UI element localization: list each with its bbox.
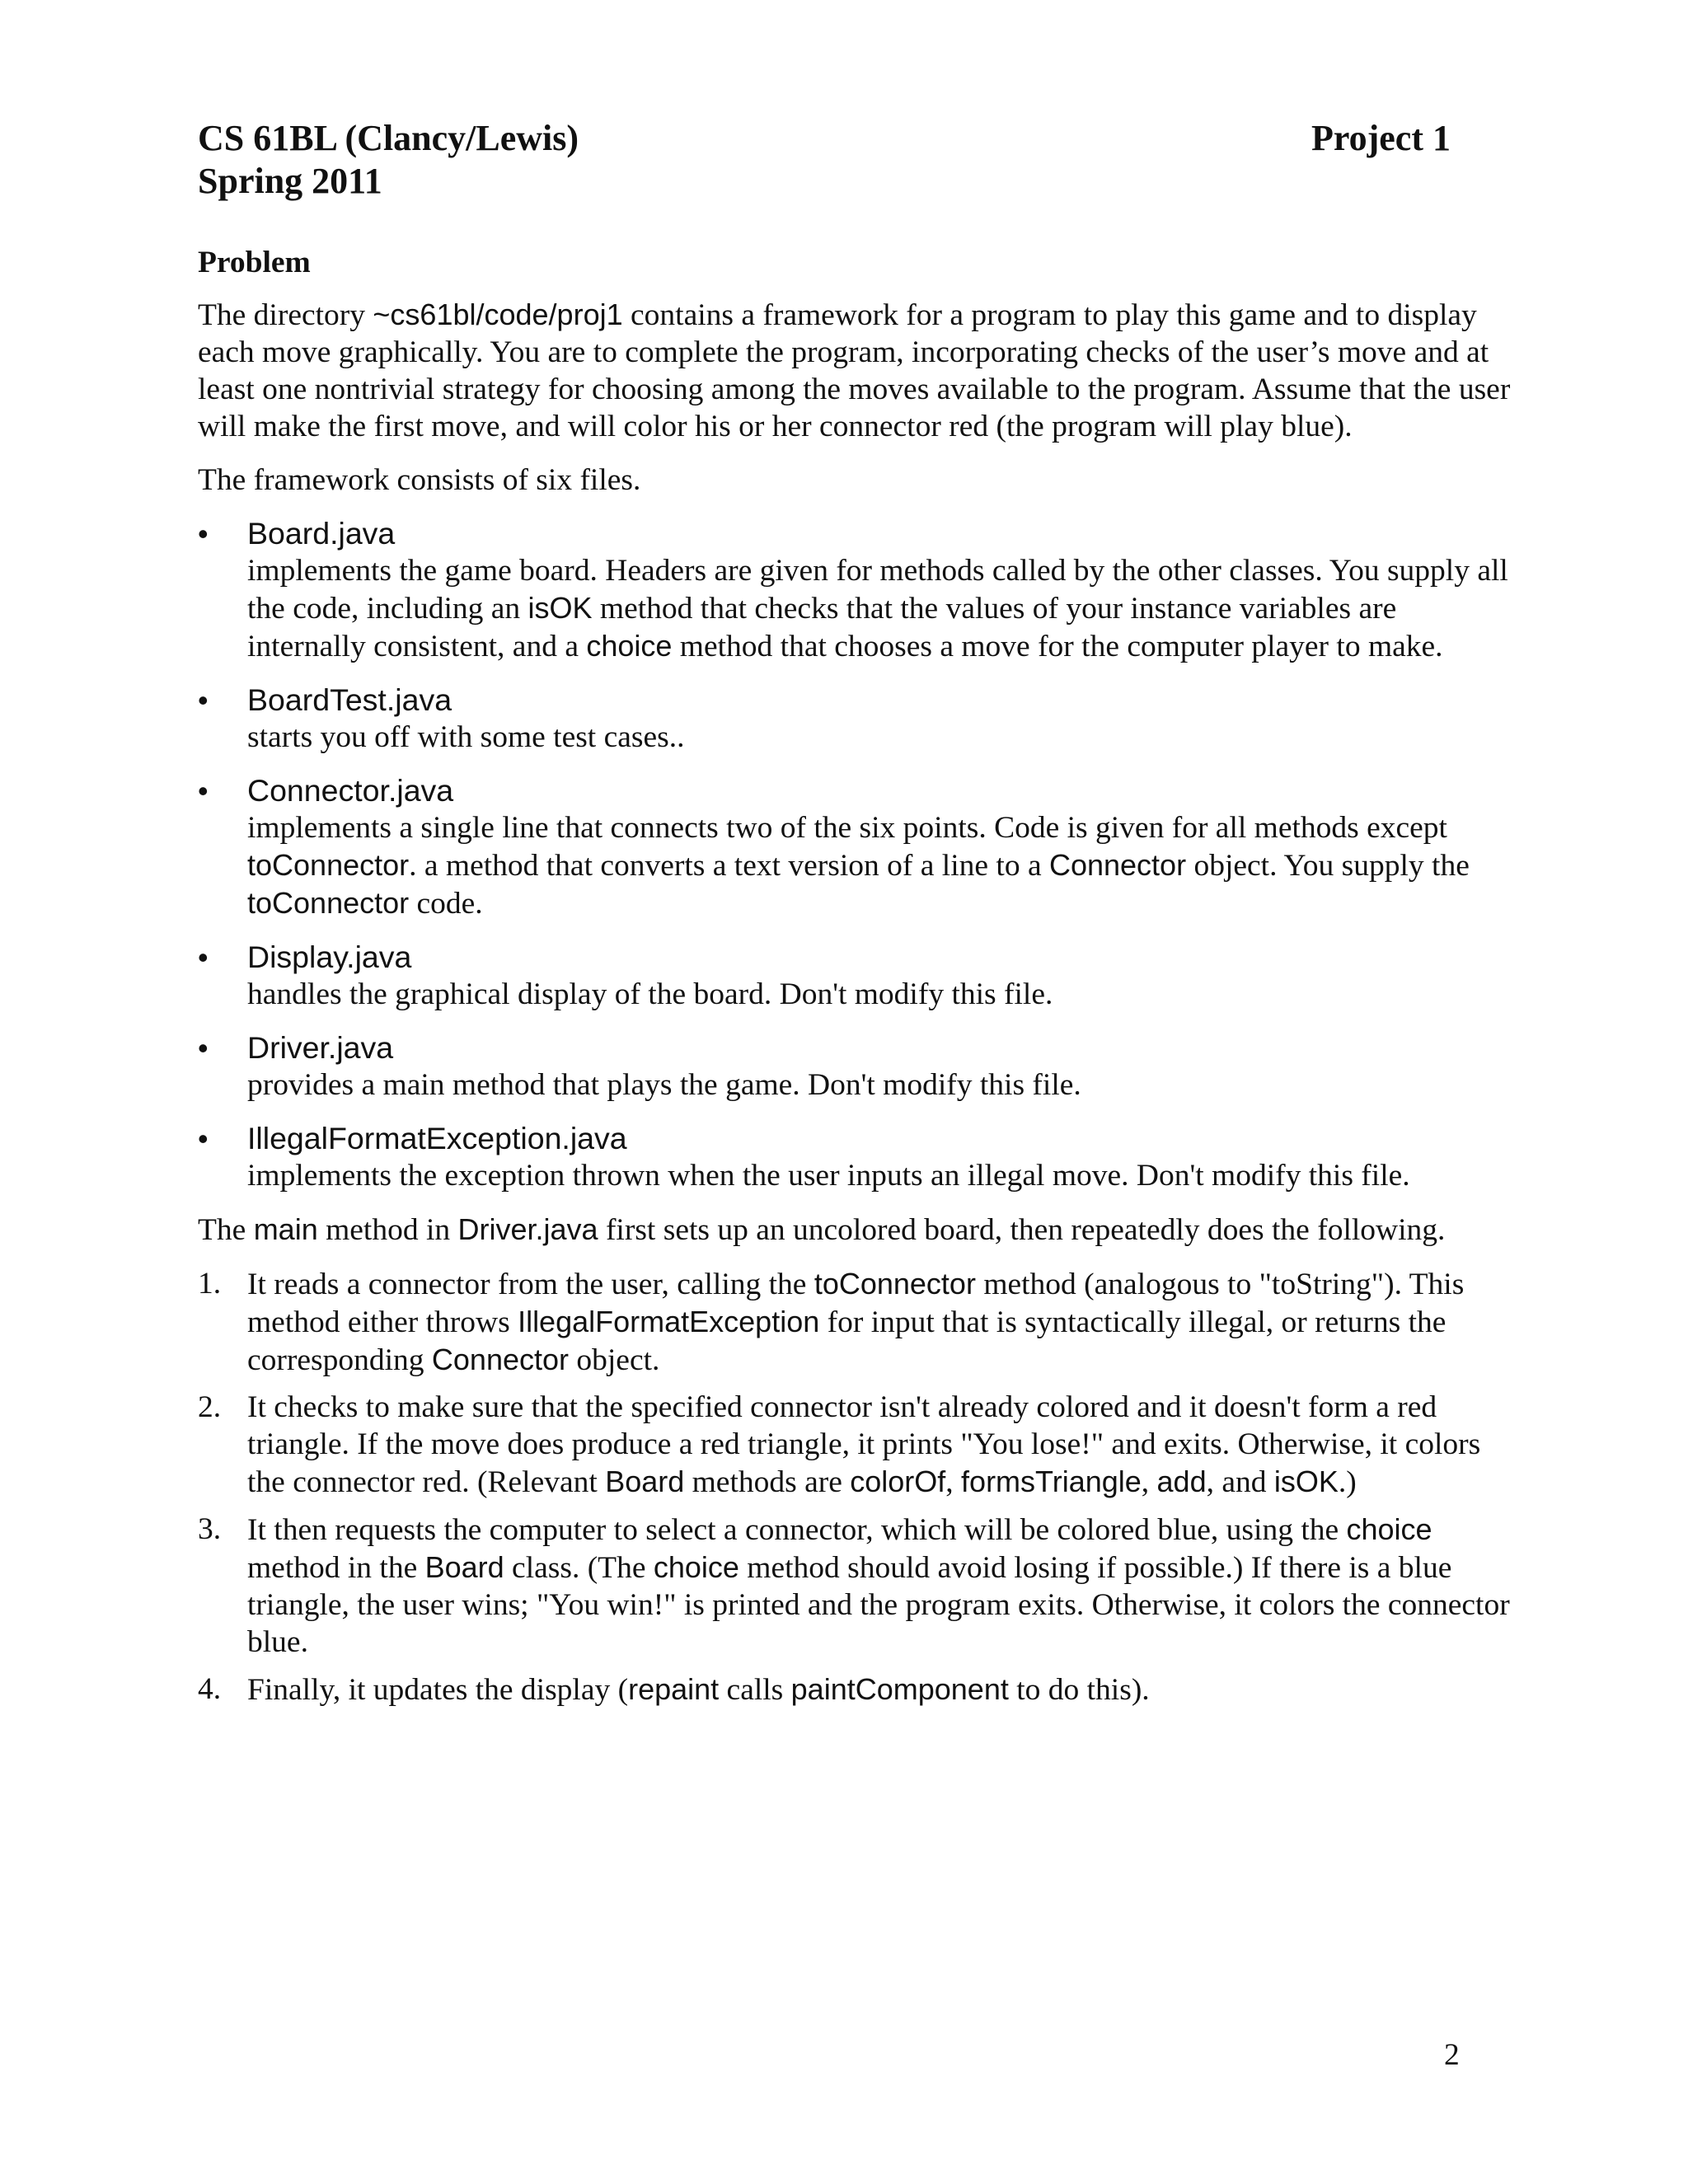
desc-text: . a method that converts a text version of a line to a <box>409 849 1049 883</box>
code-term: Board <box>424 1550 504 1584</box>
desc-text: object. You supply the <box>1186 849 1470 883</box>
code-term: Connector <box>1048 848 1187 882</box>
file-item-boardtest <box>198 682 1517 756</box>
code-term: main <box>253 1212 318 1246</box>
header-line-1 <box>198 117 1451 160</box>
code-term: Connector <box>431 1343 570 1376</box>
file-desc: handles the graphical display of the board. Don't modify this file. <box>247 977 1053 1011</box>
framework-intro: The framework consists of six files. <box>198 463 641 497</box>
code-term: toConnector <box>814 1267 976 1301</box>
code-term: colorOf <box>850 1465 946 1498</box>
code-term: IllegalFormatException <box>518 1305 820 1338</box>
bullet-icon: • <box>198 1122 209 1155</box>
code-term: paintComponent <box>790 1672 1009 1706</box>
step-text: , and <box>1206 1465 1274 1499</box>
bullet-icon: • <box>198 517 209 551</box>
code-term: isOK <box>1273 1465 1339 1498</box>
file-desc: implements the exception thrown when the user inputs an illegal move. Don't modify this file. <box>247 1159 1410 1193</box>
bullet-icon: • <box>198 774 209 808</box>
step-text: It then requests the computer to select a connector, which will be colored blue, using the <box>247 1513 1347 1547</box>
bullet-icon: • <box>198 940 209 974</box>
step-text: Finally, it updates the display ( <box>247 1673 629 1707</box>
project-title: Project 1 <box>1311 118 1451 158</box>
page-number: 2 <box>1444 2038 1460 2072</box>
main-text: The <box>198 1213 254 1247</box>
step-text: for input that is syntactically illegal, or returns the corresponding <box>247 1305 1447 1377</box>
step-number: 2. <box>198 1390 222 1424</box>
step-text: It reads a connector from the user, calling the <box>247 1268 814 1301</box>
step-text: method in the <box>247 1551 425 1585</box>
step-text: calls <box>719 1673 791 1707</box>
file-name: Connector.java <box>247 773 454 808</box>
file-item-board <box>198 515 1517 665</box>
file-desc <box>247 811 1470 921</box>
main-text: method in <box>317 1213 458 1247</box>
code-term: choice <box>1346 1512 1432 1546</box>
file-desc <box>247 554 1508 663</box>
header-line-2 <box>198 160 1451 203</box>
desc-text: code. <box>409 887 483 921</box>
file-desc: provides a main method that plays the game. Don't modify this file. <box>247 1068 1081 1102</box>
step-text: .) <box>1338 1465 1357 1499</box>
course-title: CS 61BL (Clancy/Lewis) <box>198 118 579 158</box>
directory-path: ~cs61bl/code/proj1 <box>373 298 623 331</box>
step-item-2 <box>198 1389 1517 1501</box>
bullet-icon: • <box>198 1031 209 1065</box>
step-text: , <box>1141 1465 1157 1499</box>
step-text: to do this). <box>1008 1673 1150 1707</box>
document-body <box>198 244 1517 1718</box>
code-term: Driver.java <box>457 1212 598 1246</box>
desc-text: method that checks that the values of your instance variables are internally consistent, and a <box>247 592 1397 663</box>
term-label: Spring 2011 <box>198 161 382 201</box>
step-item-3 <box>198 1511 1517 1661</box>
document-header <box>198 117 1451 203</box>
code-term: toConnector <box>247 886 410 920</box>
step-number: 1. <box>198 1267 222 1301</box>
step-number: 3. <box>198 1512 222 1546</box>
file-item-exception <box>198 1120 1517 1194</box>
step-text: object. <box>569 1343 660 1377</box>
step-text: method should avoid losing if possible.) If there is a blue triangle, the user wins; "You win!" is printed and the program exits. Otherwise, it colors the connector blue. <box>247 1551 1510 1659</box>
code-term: isOK <box>528 591 593 625</box>
file-list <box>198 515 1517 1194</box>
step-item-4 <box>198 1671 1517 1708</box>
step-text: class. (The <box>504 1551 654 1585</box>
intro-text-2: contains a framework for a program to play this game and to display each move graphically. You are to complete the program, incorporating checks of the user’s move and at least one nontrivial strategy for choosing among the moves available to the program. Assume that the user will make the first move, and will color his or her connector red (the program will play blue). <box>198 298 1511 443</box>
file-item-display <box>198 939 1517 1013</box>
code-term: formsTriangle <box>961 1465 1142 1498</box>
intro-text-1: The directory <box>198 298 373 332</box>
step-text: method (analogous to "toString"). This method either throws <box>247 1268 1465 1339</box>
file-name: BoardTest.java <box>247 682 452 717</box>
file-name: Driver.java <box>247 1030 394 1065</box>
file-name: Display.java <box>247 940 412 974</box>
desc-text: implements a single line that connects two of the six points. Code is given for all methods except <box>247 811 1447 845</box>
step-text: It checks to make sure that the specified connector isn't already colored and it doesn't form a red triangle. If the move does produce a red triangle, it prints "You lose!" and exits. Otherwise, it colors the connector red. (Relevant <box>247 1390 1481 1499</box>
desc-text: method that chooses a move for the computer player to make. <box>672 630 1443 663</box>
code-term: toConnector <box>247 848 410 882</box>
code-term: choice <box>586 629 673 663</box>
step-text: , <box>945 1465 962 1499</box>
code-term: repaint <box>628 1672 720 1706</box>
intro-paragraph <box>198 296 1517 445</box>
step-number: 4. <box>198 1672 222 1706</box>
code-term: add <box>1156 1465 1207 1498</box>
main-text: first sets up an uncolored board, then repeatedly does the following. <box>598 1213 1446 1247</box>
file-name: IllegalFormatException.java <box>247 1121 627 1155</box>
step-list <box>198 1265 1517 1708</box>
step-item-1 <box>198 1265 1517 1379</box>
section-heading: Problem <box>198 246 311 279</box>
main-paragraph <box>198 1211 1517 1249</box>
code-term: Board <box>605 1465 685 1498</box>
file-desc: starts you off with some test cases.. <box>247 720 685 754</box>
file-item-connector <box>198 772 1517 922</box>
code-term: choice <box>653 1550 739 1584</box>
file-item-driver <box>198 1029 1517 1104</box>
bullet-icon: • <box>198 683 209 717</box>
step-text: methods are <box>684 1465 851 1499</box>
desc-text: implements the game board. Headers are given for methods called by the other classes. You supply all the code, including an <box>247 554 1508 626</box>
file-name: Board.java <box>247 516 396 551</box>
